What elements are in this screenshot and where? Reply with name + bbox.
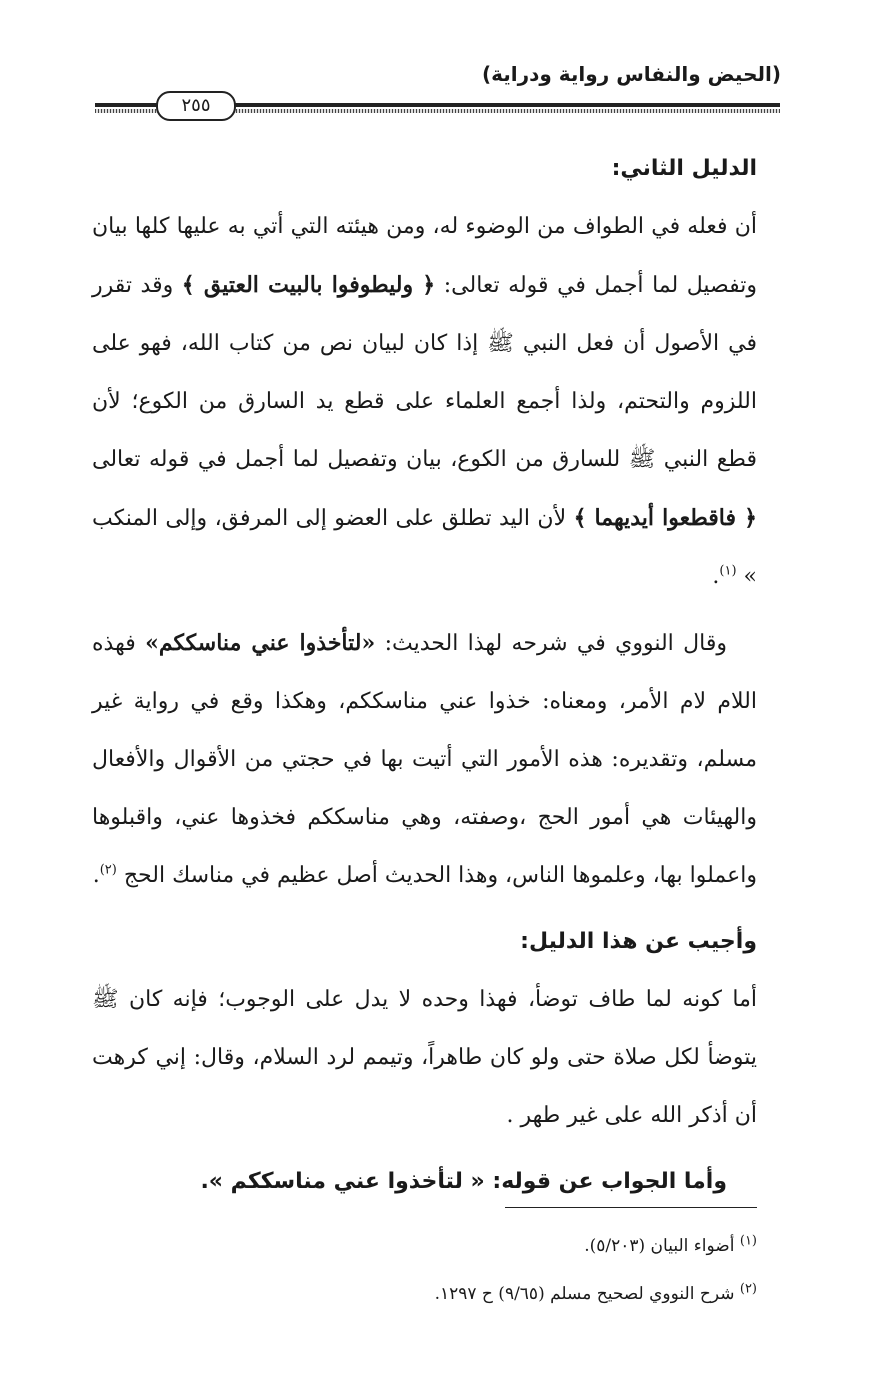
hadith-quote: «لتأخذوا عني مناسككم» (145, 630, 376, 656)
footnote-marker: (١) (739, 1233, 757, 1249)
footnotes (200, 1222, 757, 1318)
main-text (92, 140, 757, 1211)
footnote-item (200, 1222, 757, 1270)
paragraph-response: أما كونه لما طاف توضأ، فهذا وحده لا يدل على الوجوب؛ فإنه كان ﷺ يتوضأ لكل صلاة حتى ولو كان طاهراً، وتيمم لرد السلام، وقال: إني كرهت أن أذكر الله على غير طهر . (92, 987, 757, 1128)
paragraph-evidence-explanation (92, 198, 757, 606)
text-run: أن فعله في الطواف من الوضوء له، ومن هيئته التي أتي به عليها كلها بيان وتفصيل لما أجمل في قوله تعالى: (92, 214, 757, 298)
text-run: . (712, 564, 720, 589)
footnote-item (200, 1270, 757, 1318)
text-run: فهذه اللام لام الأمر، ومعناه: خذوا عني مناسككم، وهكذا وقع في رواية غير مسلم، وتقديره: هذه الأمور التي أتيت بها في حجتي من الأقوال والأفعال والهيئات هي أمور الحج ،وصفته، وهي مناسككم فخذوها عني، واقبلوها واعملوا بها، وعلموها الناس، وهذا الحديث أصل عظيم في مناسك الحج (92, 631, 757, 888)
section-heading-second-evidence: الدليل الثاني: (611, 156, 757, 181)
footnote-marker: (٢) (739, 1281, 757, 1297)
text-run: . (92, 863, 100, 888)
footnote-reference: (١) (719, 563, 737, 579)
spacer (92, 1145, 757, 1153)
text-run: لأن اليد تطلق على العضو إلى المرفق، وإلى المنكب » (92, 506, 757, 589)
running-title: (الحيض والنفاس رواية ودراية) (481, 62, 781, 86)
footnote-separator (505, 1207, 757, 1208)
section-heading-response: وأجيب عن هذا الدليل: (520, 929, 757, 954)
spacer (92, 606, 757, 614)
footnote-text: شرح النووي لصحيح مسلم (٩/٦٥) ح ١٢٩٧. (434, 1284, 735, 1304)
closing-heading: وأما الجواب عن قوله: « لتأخذوا عني مناسككم ». (200, 1169, 727, 1194)
spacer (92, 905, 757, 913)
text-run: وقد تقرر في الأصول أن فعل النبي ﷺ إذا كان لبيان نص من كتاب الله، فهو على اللزوم والتحتم، ولذا أجمع العلماء على قطع يد السارق من الكوع؛ لأن قطع النبي ﷺ للسارق من الكوع، بيان وتفصيل لما أجمل في قوله تعالى (92, 273, 757, 472)
footnote-reference: (٢) (99, 862, 117, 878)
footnote-text: أضواء البيان (٥/٢٠٣). (584, 1236, 735, 1256)
paragraph-nawawi-commentary (92, 614, 757, 905)
quran-quote: ﴿ وليطوفوا بالبيت العتيق ﴾ (181, 272, 436, 298)
page-number: ٢٥٥ (156, 91, 236, 121)
quran-quote: ﴿ فاقطعوا أيديهما ﴾ (573, 505, 757, 531)
text-run: وقال النووي في شرحه لهذا الحديث: (375, 631, 727, 656)
